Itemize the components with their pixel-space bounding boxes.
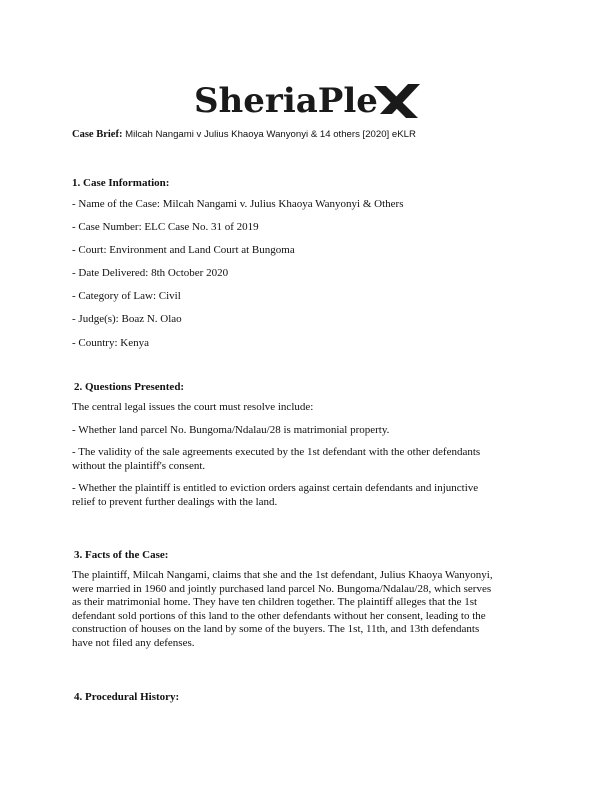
facts-paragraph	[72, 569, 542, 650]
section-heading: 3. Facts of the Case:	[74, 549, 169, 561]
facts-line: defendant sold portions of this land to the other defendants without her consent, leading to the	[72, 609, 486, 622]
section-heading: 4. Procedural History:	[74, 691, 180, 703]
country-item: - Country: Kenya	[72, 336, 149, 349]
question-item	[72, 482, 542, 509]
case-brief-title: Milcah Nangami v Julius Khaoya Wanyonyi & 14 others [2020] eKLR	[125, 129, 416, 140]
case-name-item: - Name of the Case: Milcah Nangami v. Julius Khaoya Wanyonyi & Others	[72, 198, 404, 210]
question-item	[72, 446, 542, 473]
question-line: without the plaintiff's consent.	[72, 459, 206, 472]
question-line: - The validity of the sale agreements executed by the 1st defendant with the other defendants	[72, 446, 481, 458]
judges-item: - Judge(s): Boaz N. Olao	[72, 313, 182, 326]
procedural-history-section	[72, 690, 542, 704]
facts-line: were married in 1960 and jointly purchased land parcel No. Bungoma/Ndalau/28, which serves	[72, 582, 492, 595]
sheriaplex-logo	[0, 78, 612, 122]
facts-line: have not filed any defenses.	[72, 636, 195, 649]
facts-line: The plaintiff, Milcah Nangami, claims that she and the 1st defendant, Julius Khaoya Wanyonyi,	[72, 569, 493, 581]
logo-wordmark	[186, 78, 426, 122]
court-item: - Court: Environment and Land Court at Bungoma	[72, 244, 295, 257]
section-heading: 1. Case Information:	[72, 177, 170, 189]
logo-text: SheriaPle	[194, 81, 378, 121]
facts-section	[72, 548, 542, 650]
case-brief-line	[72, 129, 416, 140]
facts-line: construction of houses on the land by some of the buyers. The 1st, 11th, and 13th defendants	[72, 623, 480, 635]
date-delivered-item: - Date Delivered: 8th October 2020	[72, 267, 229, 280]
facts-line: as their matrimonial home. They have ten children together. The plaintiff alleges that the 1st	[72, 596, 478, 608]
question-line: relief to prevent further dealings with the land.	[72, 495, 278, 508]
case-number-item: - Case Number: ELC Case No. 31 of 2019	[72, 221, 259, 234]
logo-x-mark	[374, 84, 420, 118]
question-line: - Whether land parcel No. Bungoma/Ndalau/28 is matrimonial property.	[72, 423, 390, 436]
case-brief-label: Case Brief:	[72, 129, 123, 140]
section-heading: 2. Questions Presented:	[74, 381, 185, 393]
question-line: - Whether the plaintiff is entitled to eviction orders against certain defendants and injunctive	[72, 482, 479, 494]
category-item: - Category of Law: Civil	[72, 290, 181, 303]
questions-presented-section	[72, 380, 542, 509]
question-item	[72, 424, 542, 438]
questions-intro: The central legal issues the court must resolve include:	[72, 401, 314, 413]
case-information-section	[72, 176, 542, 360]
